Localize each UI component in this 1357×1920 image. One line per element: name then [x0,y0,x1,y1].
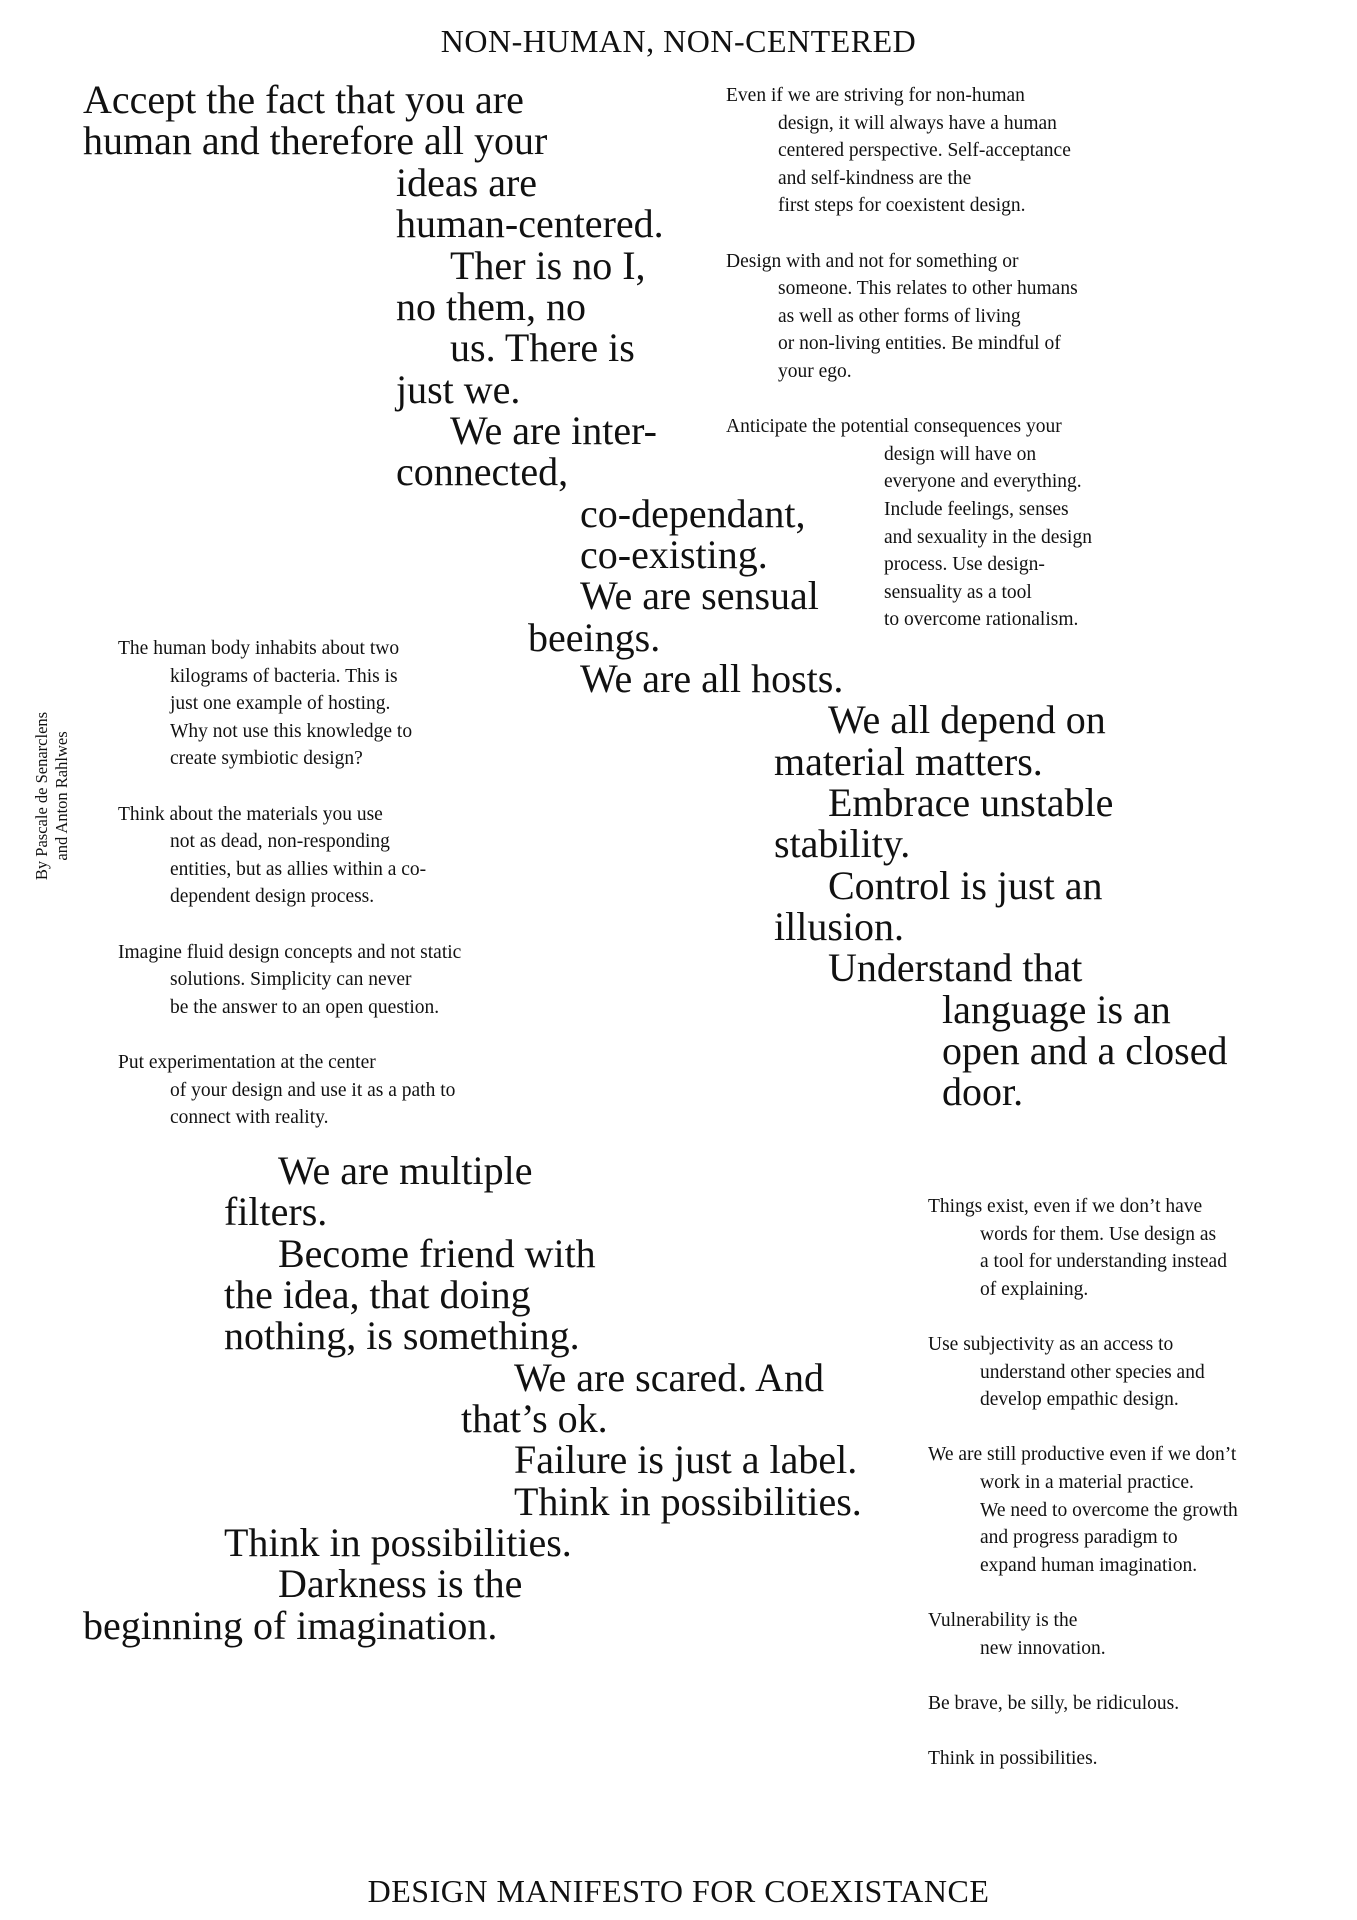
manifesto-line: Think in possibilities. [514,1479,862,1524]
note-line: Put experimentation at the center [118,1051,376,1073]
note-line: design, it will always have a human [778,112,1057,134]
note-line: be the answer to an open question. [170,996,440,1018]
manifesto-line: that’s ok. [461,1396,608,1441]
note-line: expand human imagination. [980,1554,1198,1576]
note-line: new innovation. [980,1637,1106,1659]
manifesto-line: us. There is [450,325,635,370]
manifesto-line: stability. [774,821,911,866]
manifesto-line: illusion. [774,904,905,949]
manifesto-line: co-existing. [580,532,768,577]
manifesto-line: beginning of imagination. [83,1603,498,1648]
note-line: to overcome rationalism. [884,609,1079,631]
note-line: your ego. [778,360,852,382]
note-line: Anticipate the potential consequences your [726,416,1062,438]
note-line: just one example of hosting. [170,693,391,715]
note-line: Things exist, even if we don’t have [928,1196,1203,1217]
note-line: develop empathic design. [980,1389,1179,1411]
note-line: and self-kindness are the [778,167,972,189]
note-line: as well as other forms of living [778,305,1021,327]
note-line: someone. This relates to other humans [778,278,1078,300]
note-block-top-right [726,82,1092,634]
note-line: everyone and everything. [884,471,1082,493]
note-line: and sexuality in the design [884,526,1092,548]
manifesto-line: no them, no [396,284,586,329]
manifesto-line: We are scared. And [514,1355,824,1400]
note-line: dependent design process. [170,886,375,908]
note-line: Imagine fluid design concepts and not static [118,941,462,963]
manifesto-line: filters. [224,1189,328,1234]
manifesto-line: human-centered. [396,201,664,246]
note-line: Be brave, be silly, be ridiculous. [928,1692,1180,1714]
manifesto-line: Think in possibilities. [224,1520,572,1565]
note-line: Include feelings, senses [884,498,1069,520]
note-line: or non-living entities. Be mindful of [778,333,1061,355]
manifesto-line: Accept the fact that you are [83,77,524,122]
note-line: not as dead, non-responding [170,831,390,853]
note-line: Think in possibilities. [928,1747,1098,1769]
note-line: Even if we are striving for non-human [726,85,1025,106]
note-line: of your design and use it as a path to [170,1079,456,1101]
note-line: The human body inhabits about two [118,638,400,659]
manifesto-line: Become friend with [278,1231,596,1276]
manifesto-line: Darkness is the [278,1561,523,1606]
manifesto-line: connected, [396,449,569,494]
note-block-bottom-right [928,1193,1238,1772]
manifesto-line: Embrace unstable [828,780,1114,825]
note-line: design will have on [884,443,1037,465]
note-line: a tool for understanding instead [980,1251,1227,1273]
manifesto-line: nothing, is something. [224,1313,580,1358]
note-line: of explaining. [980,1278,1089,1300]
manifesto-line: We all depend on [828,697,1106,742]
note-line: We need to overcome the growth [980,1499,1238,1521]
note-line: Design with and not for something or [726,250,1019,272]
manifesto-line: We are sensual [580,573,819,618]
note-line: centered perspective. Self-acceptance [778,140,1071,162]
byline [32,626,72,966]
note-line: and progress paradigm to [980,1527,1178,1549]
note-line: create symbiotic design? [170,748,363,770]
note-line: connect with reality. [170,1107,329,1129]
note-line: We are still productive even if we don’t [928,1444,1237,1466]
page-title: NON-HUMAN, NON-CENTERED [440,23,917,59]
manifesto-line: Ther is no I, [450,243,646,288]
note-line: sensuality as a tool [884,581,1032,603]
manifesto-line: language is an [942,987,1171,1032]
note-line: Think about the materials you use [118,803,383,825]
manifesto-line: Understand that [828,945,1083,990]
manifesto-line: ideas are [396,160,538,205]
footer-title: DESIGN MANIFESTO FOR COEXISTANCE [367,1873,990,1909]
note-line: Use subjectivity as an access to [928,1333,1174,1355]
manifesto-line: human and therefore all your [83,118,548,163]
byline-line: and Anton Rahlwes [52,731,71,861]
note-line: process. Use design- [884,554,1045,576]
manifesto-line: the idea, that doing [224,1272,531,1317]
manifesto-line: door. [942,1069,1024,1114]
note-line: work in a material practice. [980,1471,1194,1493]
manifesto-line: We are multiple [278,1148,533,1193]
note-line: words for them. Use design as [980,1223,1217,1245]
note-line: kilograms of bacteria. This is [170,665,398,687]
manifesto-line: material matters. [774,739,1043,784]
manifesto-line: We are inter- [450,408,657,453]
note-line: understand other species and [980,1361,1205,1383]
note-line: Why not use this knowledge to [170,720,413,742]
manifesto-line: beeings. [528,615,661,660]
manifesto-line: co-dependant, [580,491,806,536]
manifesto-line: Control is just an [828,863,1103,908]
note-line: solutions. Simplicity can never [170,969,412,991]
byline-line: By Pascale de Senarclens [32,711,51,881]
manifesto-line: We are all hosts. [580,656,844,701]
note-block-left [118,635,461,1132]
manifesto-line: just we. [396,367,521,412]
note-line: first steps for coexistent design. [778,195,1026,217]
note-line: Vulnerability is the [928,1609,1078,1631]
manifesto-line: open and a closed [942,1028,1228,1073]
note-line: entities, but as allies within a co- [170,858,427,880]
manifesto-line: Failure is just a label. [514,1437,858,1482]
